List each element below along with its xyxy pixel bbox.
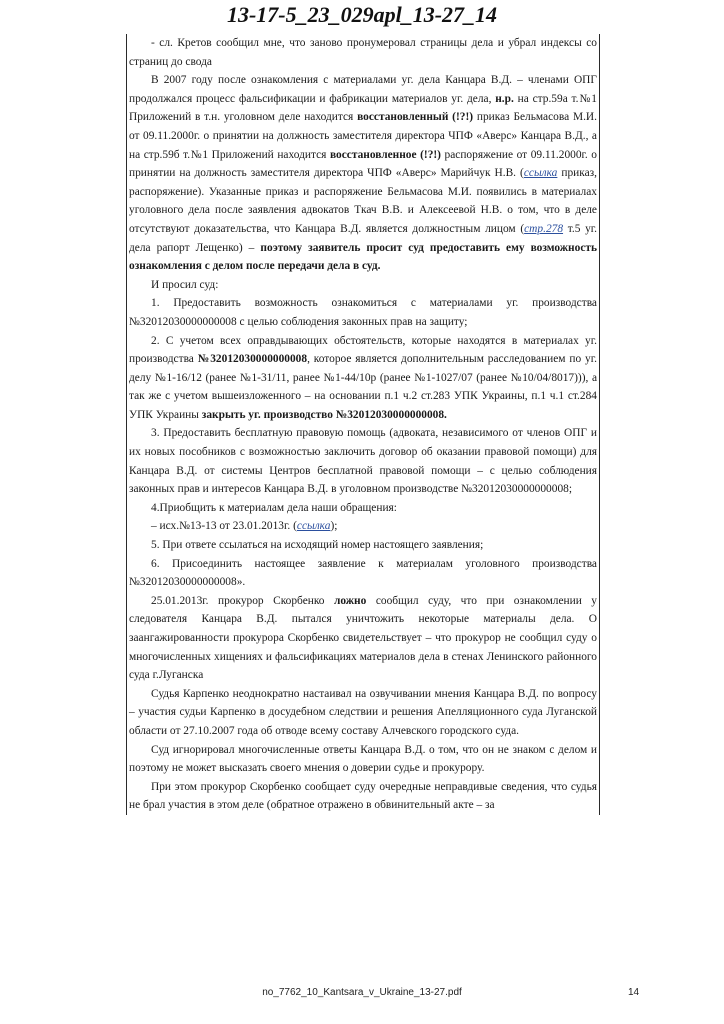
- paragraph-4: 1. Предоставить возможность ознакомиться с материалами уг. производства №32012030000000008 с целью соблюдения законных прав на защиту;: [129, 297, 597, 328]
- footer-page-number: 14: [628, 987, 640, 998]
- paragraph-11: 25.01.2013г. прокурор Скорбенко ложно сообщил суду, что при ознакомлении у следователя Канцара В.Д. пытался уничтожить некоторые материалы дела. О заангажированности прокурора Скорбенко свидетельствует – что прокурор не сообщил суду о многочисленных хищениях и фальсификациях материалов дела в стенах Ленинского районного суда г.Луганска: [129, 594, 597, 682]
- paragraph-6: 3. Предоставить бесплатную правовую помощь (адвоката, независимого от членов ОПГ и их новых пособников с возможностью заключить договор об оказании правовой помощи) для Канцара В.Д. от системы Центров бесплатной правовой помощи – с целью соблюдения законных прав и интересов Канцара В.Д. в уголовном производстве №32012030000000008;: [129, 427, 597, 496]
- reference-link-2[interactable]: ссылка: [296, 520, 331, 533]
- paragraph-9: 5. При ответе ссылаться на исходящий номер настоящего заявления;: [151, 539, 484, 552]
- paragraph-7: 4.Приобщить к материалам дела наши обращения:: [151, 501, 397, 514]
- footer-filename: no_7762_10_Kantsara_v_Ukraine_13-27.pdf: [262, 987, 462, 998]
- paragraph-12: Судья Карпенко неоднократно настаивал на озвучивании мнения Канцара В.Д. по вопросу – участия судьи Карпенко в досудебном следствии и решения Апелляционного суда Луганской области от 27.10.2007 года об отводе всему составу Алчевского городского суда.: [129, 687, 597, 737]
- reference-link-1[interactable]: ссылка: [523, 167, 558, 180]
- paragraph-13: Суд игнорировал многочисленные ответы Канцара В.Д. о том, что он не знаком с делом и поэтому не может высказать своего мнения о доверии судье и прокурору.: [129, 743, 597, 775]
- paragraph-14: При этом прокурор Скорбенко сообщает суду очередные неправдивые сведения, что судья не брал участия в этом деле (обратное отражено в обвинительный акте – за: [129, 780, 597, 812]
- paragraph-1: - сл. Кретов сообщил мне, что заново пронумеровал страницы дела и убрал индексы со страниц до свода: [129, 37, 597, 68]
- page-header-title: 13-17-5_23_029apl_13-27_14: [226, 2, 498, 27]
- paragraph-8: – исх.№13-13 от 23.01.2013г. (ссылка);: [151, 520, 338, 533]
- paragraph-10: 6. Присоединить настоящее заявление к материалам уголовного производства №32012030000000008».: [129, 557, 597, 589]
- reference-link-page-278[interactable]: стр.278: [524, 222, 564, 235]
- paragraph-3: И просил суд:: [151, 278, 219, 291]
- paragraph-5: 2. С учетом всех оправдывающих обстоятельств, которые находятся в материалах уг. производства №32012030000000008, которое является дополнительным расследованием по уг. делу №1-16/12 (ранее №1-31/11, ранее №1-44/10р (ранее №1-1027/07 (ранее №10/04/8017))), а так же с учетом вышеизложенного – на основании п.1 ч.2 ст.283 УПК Украины, п.1 ч.1 ст.284 УПК Украины закрыть уг. производство №32012030000000008.: [129, 334, 597, 421]
- paragraph-2: В 2007 году после ознакомления с материалами уг. дела Канцара В.Д. – членами ОПГ продолжался процесс фальсификации и фабрикации материалов уг. дела, н.р. на стр.59а т.№1 Приложений в т.н. уголовном деле находится восстановленный (!?!) приказ Бельмасова М.И. от 09.11.2000г. о принятии на должность заместителя директора ЧПФ «Аверс» Канцара В.Д., а на стр.59б т.№1 Приложений находится восстановленное (!?!) распоряжение от 09.11.2000г. о принятии на должность заместителя директора ЧПФ «Аверс» Марийчук Н.В. (ссылка приказ, распоряжение). Указанные приказ и распоряжение Бельмасова М.И. появились в материалах уголовного дела после заявления адвокатов Ткач В.В. и Алексеевой Н.В. о том, что в деле отсутствуют доказательства, что Канцара В.Д. является должностным лицом (стр.278 т.5 уг. дела рапорт Лещенко) – поэтому заявитель просит суд предоставить ему возможность ознакомления с делом после передачи дела в суд.: [129, 74, 598, 273]
- document-body: [126, 34, 600, 815]
